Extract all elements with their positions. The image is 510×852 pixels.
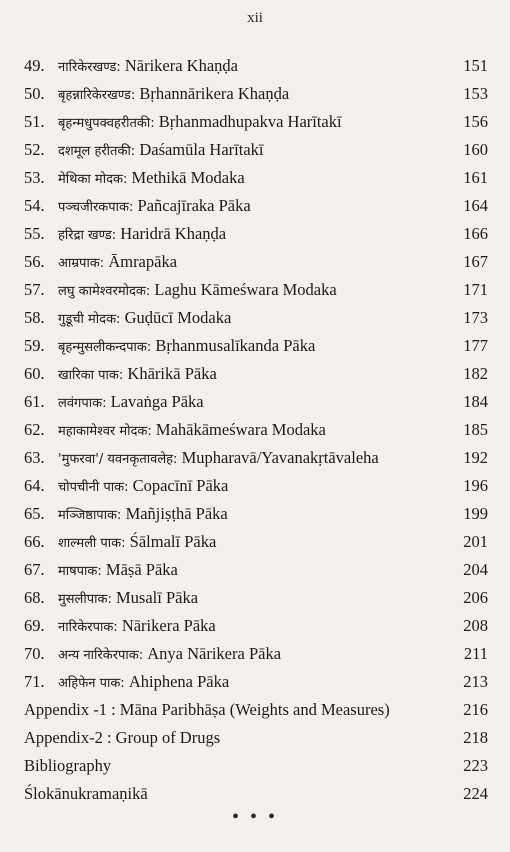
toc-entry	[0, 472, 510, 500]
entry-title	[58, 52, 238, 82]
entry-sanskrit: अहिफेन पाक:	[58, 676, 125, 691]
entry-title	[58, 556, 178, 586]
entry-title	[58, 444, 379, 474]
entry-page-number: 204	[463, 560, 488, 579]
entry-number: 66.	[24, 532, 45, 551]
entry-title	[58, 500, 228, 530]
entry-number: 61.	[24, 392, 45, 411]
entry-title	[58, 612, 216, 642]
entry-sanskrit: पञ्चजीरकपाक:	[58, 200, 134, 215]
entry-sanskrit: चोपचीनी पाक:	[58, 480, 129, 495]
entry-number: 51.	[24, 112, 45, 131]
toc-entry	[0, 304, 510, 332]
entry-number: 54.	[24, 196, 45, 215]
entry-title	[58, 640, 281, 670]
entry-title: Ślokānukramaṇikā	[24, 784, 148, 803]
toc-entry	[0, 220, 510, 248]
entry-page-number: 216	[463, 700, 488, 719]
toc-entry	[0, 164, 510, 192]
entry-page-number: 199	[463, 504, 488, 523]
entry-sanskrit: लवंगपाक:	[58, 396, 107, 411]
toc-entry	[0, 668, 510, 696]
toc-entry	[0, 192, 510, 220]
table-of-contents	[0, 52, 510, 808]
entry-page-number: 223	[463, 756, 488, 775]
entry-sanskrit: शाल्मली पाक:	[58, 536, 126, 551]
entry-sanskrit: नारिकेरपाक:	[58, 620, 118, 635]
entry-transliteration: Mañjiṣṭhā Pāka	[125, 504, 228, 523]
entry-title	[58, 528, 216, 558]
entry-page-number: 206	[463, 588, 488, 607]
entry-title	[58, 388, 204, 418]
entry-number: 62.	[24, 420, 45, 439]
toc-entry	[0, 556, 510, 584]
toc-back-matter-entry	[0, 724, 510, 752]
entry-transliteration: Methikā Modaka	[131, 168, 245, 187]
entry-transliteration: Daśamūla Harītakī	[139, 140, 264, 159]
entry-transliteration: Ahiphena Pāka	[128, 672, 230, 691]
entry-transliteration: Copacīnī Pāka	[132, 476, 229, 495]
entry-title	[58, 276, 337, 306]
entry-transliteration: Mupharavā/Yavanakṛtāvaleha	[181, 448, 379, 467]
entry-page-number: 196	[463, 476, 488, 495]
entry-title: Appendix-2 : Group of Drugs	[24, 728, 221, 747]
toc-entry	[0, 52, 510, 80]
entry-number: 56.	[24, 252, 45, 271]
entry-page-number: 160	[463, 140, 488, 159]
entry-sanskrit: लघु कामेश्वरमोदक:	[58, 284, 151, 299]
toc-entry	[0, 612, 510, 640]
entry-page-number: 153	[463, 84, 488, 103]
entry-page-number: 201	[463, 532, 488, 551]
entry-page-number: 167	[463, 252, 488, 271]
entry-title	[58, 108, 342, 138]
entry-transliteration: Nārikera Pāka	[121, 616, 216, 635]
entry-sanskrit: महाकामेश्वर मोदक:	[58, 424, 152, 439]
entry-transliteration: Āmrapāka	[108, 252, 178, 271]
entry-number: 67.	[24, 560, 45, 579]
toc-entry	[0, 584, 510, 612]
toc-entry	[0, 248, 510, 276]
entry-transliteration: Haridrā Khaṇḍa	[120, 224, 227, 243]
entry-number: 68.	[24, 588, 45, 607]
entry-title: Bibliography	[24, 756, 112, 775]
entry-page-number: 224	[463, 784, 488, 803]
entry-sanskrit: हरिद्रा खण्ड:	[58, 228, 117, 243]
entry-number: 63.	[24, 448, 45, 467]
entry-transliteration: Musalī Pāka	[115, 588, 199, 607]
toc-entry	[0, 360, 510, 388]
toc-entry	[0, 416, 510, 444]
entry-title	[58, 360, 217, 390]
entry-sanskrit: 'मुफरवा'/ यवनकृतावलेह:	[58, 452, 178, 467]
entry-title: Appendix -1 : Māna Paribhāṣa (Weights and Measures)	[24, 700, 390, 719]
entry-transliteration: Bṛhanmadhupakva Harītakī	[158, 112, 342, 131]
entry-number: 71.	[24, 672, 45, 691]
toc-back-matter-entry	[0, 696, 510, 724]
entry-page-number: 184	[463, 392, 488, 411]
entry-page-number: 173	[463, 308, 488, 327]
entry-page-number: 192	[463, 448, 488, 467]
entry-title	[58, 668, 229, 698]
entry-number: 50.	[24, 84, 45, 103]
entry-title	[58, 304, 231, 334]
toc-entry	[0, 136, 510, 164]
toc-entry	[0, 640, 510, 668]
entry-page-number: 161	[463, 168, 488, 187]
entry-transliteration: Anya Nārikera Pāka	[147, 644, 282, 663]
entry-title	[58, 192, 251, 222]
entry-transliteration: Bṛhannārikera Khaṇḍa	[139, 84, 290, 103]
entry-transliteration: Pañcajīraka Pāka	[137, 196, 251, 215]
entry-transliteration: Guḍūcī Modaka	[124, 308, 232, 327]
entry-page-number: 208	[463, 616, 488, 635]
entry-number: 69.	[24, 616, 45, 635]
entry-sanskrit: मुसलीपाक:	[58, 592, 112, 607]
entry-sanskrit: मेथिका मोदक:	[58, 172, 128, 187]
entry-title	[58, 416, 326, 446]
entry-number: 70.	[24, 644, 45, 663]
entry-title	[58, 584, 198, 614]
entry-transliteration: Śālmalī Pāka	[129, 532, 217, 551]
entry-sanskrit: आम्रपाक:	[58, 256, 105, 271]
entry-page-number: 156	[463, 112, 488, 131]
entry-page-number: 185	[463, 420, 488, 439]
entry-page-number: 211	[463, 644, 488, 663]
toc-entry	[0, 388, 510, 416]
entry-number: 65.	[24, 504, 45, 523]
entry-sanskrit: दशमूल हरीतकी:	[58, 144, 136, 159]
entry-title	[58, 472, 228, 502]
toc-entry	[0, 276, 510, 304]
entry-transliteration: Bṛhanmusalīkanda Pāka	[155, 336, 316, 355]
entry-sanskrit: माषपाक:	[58, 564, 102, 579]
entry-number: 52.	[24, 140, 45, 159]
entry-transliteration: Laghu Kāmeśwara Modaka	[154, 280, 337, 299]
toc-entry	[0, 444, 510, 472]
entry-number: 59.	[24, 336, 45, 355]
entry-title	[58, 80, 289, 110]
entry-page-number: 218	[463, 728, 488, 747]
entry-title	[58, 248, 177, 278]
entry-number: 60.	[24, 364, 45, 383]
entry-transliteration: Māṣā Pāka	[105, 560, 178, 579]
entry-number: 49.	[24, 56, 45, 75]
entry-sanskrit: नारिकेरखण्ड:	[58, 60, 121, 75]
entry-number: 53.	[24, 168, 45, 187]
entry-sanskrit: बृहन्नारिकेरखण्ड:	[58, 88, 136, 103]
entry-title	[58, 164, 245, 194]
entry-sanskrit: गुडूची मोदक:	[58, 312, 121, 327]
entry-sanskrit: खारिका पाक:	[58, 368, 124, 383]
entry-number: 57.	[24, 280, 45, 299]
entry-title	[58, 332, 315, 362]
entry-sanskrit: अन्य नारिकेरपाक:	[58, 648, 144, 663]
entry-transliteration: Mahākāmeśwara Modaka	[155, 420, 326, 439]
entry-title	[58, 220, 226, 250]
page-number: xii	[247, 10, 263, 26]
ornament-dots: • • •	[231, 806, 278, 828]
toc-entry	[0, 108, 510, 136]
entry-sanskrit: बृहन्मुसलीकन्दपाक:	[58, 340, 152, 355]
entry-transliteration: Nārikera Khaṇḍa	[124, 56, 238, 75]
entry-page-number: 182	[463, 364, 488, 383]
entry-sanskrit: मञ्जिष्ठापाक:	[58, 508, 122, 523]
entry-transliteration: Khārikā Pāka	[127, 364, 217, 383]
entry-page-number: 166	[463, 224, 488, 243]
entry-number: 64.	[24, 476, 45, 495]
entry-page-number: 164	[463, 196, 488, 215]
entry-page-number: 213	[463, 672, 488, 691]
toc-entry	[0, 500, 510, 528]
entry-page-number: 151	[463, 56, 488, 75]
entry-number: 55.	[24, 224, 45, 243]
toc-back-matter-entry	[0, 780, 510, 808]
toc-entry	[0, 80, 510, 108]
toc-entry	[0, 332, 510, 360]
entry-title	[58, 136, 264, 166]
entry-number: 58.	[24, 308, 45, 327]
toc-entry	[0, 528, 510, 556]
entry-sanskrit: बृहन्मधुपक्वहरीतकी:	[58, 116, 155, 131]
entry-page-number: 177	[463, 336, 488, 355]
toc-back-matter-entry	[0, 752, 510, 780]
entry-transliteration: Lavaṅga Pāka	[110, 392, 204, 411]
entry-page-number: 171	[463, 280, 488, 299]
